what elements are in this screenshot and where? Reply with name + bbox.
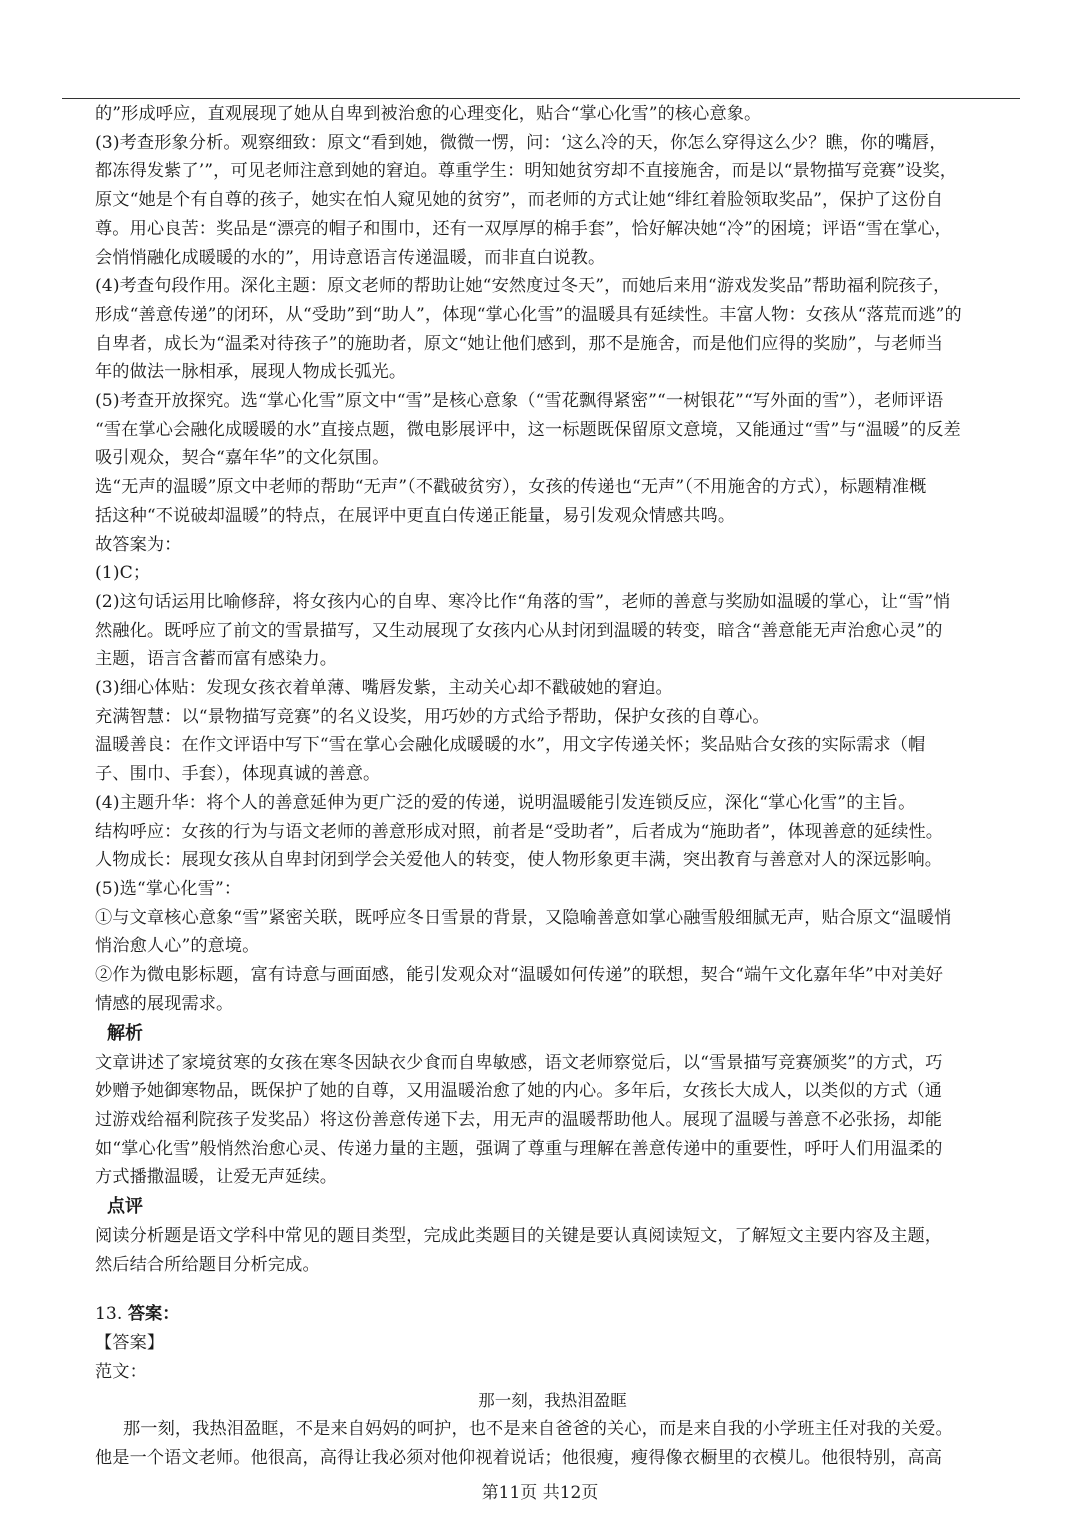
page-content (95, 100, 1030, 1472)
analysis-heading: 解析 (107, 1022, 143, 1044)
question-13-header (95, 1299, 1030, 1329)
text-line: 主题，语言含蓄而富有感染力。 (95, 649, 338, 670)
text-line: 结构呼应：女孩的行为与语文老师的善意形成对照，前者是“受助者”，后者成为“施助者”，体现善意的延续性。 (95, 821, 944, 842)
text-line: (3)细心体贴：发现女孩衣着单薄、嘴唇发紫，主动关心却不戳破她的窘迫。 (95, 678, 673, 699)
text-line: 年的做法一脉相承，展现人物成长弧光。 (95, 362, 407, 383)
text-line: 然后结合所给题目分析完成。 (95, 1254, 320, 1275)
page-footer: 第11页 共12页 (481, 1483, 599, 1503)
answer-explanation (95, 100, 1030, 1019)
text-line: ②作为微电影标题，富有诗意与画面感，能引发观众对“温暖如何传递”的联想，契合“端午文化嘉年华”中对美好 (95, 965, 944, 986)
text-line: 尊。用心良苦：奖品是“漂亮的帽子和围巾，还有一双厚厚的棉手套”，恰好解决她“冷”的困境；评语“雪在掌心， (95, 218, 952, 239)
text-line: 选“无声的温暖”原文中老师的帮助“无声”（不戳破贫穷），女孩的传递也“无声”（不用施舍的方式），标题精准概 (95, 477, 927, 498)
text-line: (2)这句话运用比喻修辞，将女孩内心的自卑、寒冷比作“角落的雪”，老师的善意与奖励如温暖的掌心，让“雪”悄 (95, 591, 951, 612)
text-line: 妙赠予她御寒物品，既保护了她的自尊，又用温暖治愈了她的内心。多年后，女孩长大成人，以类似的方式（通 (95, 1081, 943, 1102)
answer-label: 答案： (127, 1304, 180, 1325)
text-line: ①与文章核心意象“雪”紧密关联，既呼应冬日雪景的背景，又隐喻善意如掌心融雪般细腻无声，贴合原文“温暖悄 (95, 907, 952, 928)
text-line: 故答案为： (95, 534, 182, 555)
text-line: (5)考查开放探究。选“掌心化雪”原文中“雪”是核心意象（“雪花飘得紧密”“一树银花”“写外面的雪”），老师评语 (95, 391, 944, 412)
sample-label: 范文： (95, 1362, 147, 1383)
essay-line: 他是一个语文老师。他很高，高得让我必须对他仰视着说话；他很瘦，瘦得像衣橱里的衣模儿。他很特别，高高 (95, 1447, 943, 1468)
text-line: 吸引观众，契合“嘉年华”的文化氛围。 (95, 448, 390, 469)
text-line: 过游戏给福利院孩子发奖品）将这份善意传递下去，用无声的温暖帮助他人。展现了温暖与善意不必张扬，却能 (95, 1109, 943, 1130)
text-line: (1)C； (95, 563, 151, 584)
text-line: 括这种“不说破却温暖”的特点，在展评中更直白传递正能量，易引发观众情感共鸣。 (95, 505, 736, 526)
text-line: 形成“善意传递”的闭环，从“受助”到“助人”，体现“掌心化雪”的温暖具有延续性。丰富人物：女孩从“落荒而逃”的 (95, 304, 962, 325)
text-line: 子、围巾、手套），体现真诚的善意。 (95, 764, 381, 785)
analysis-section (95, 1019, 1030, 1193)
text-line: (4)考查句段作用。深化主题：原文老师的帮助让她“安然度过冬天”，而她后来用“游戏发奖品”帮助福利院孩子， (95, 276, 951, 297)
essay-title: 那一刻，我热泪盈眶 (478, 1390, 627, 1410)
text-line: 然融化。既呼应了前文的雪景描写，又生动展现了女孩内心从封闭到温暖的转变，暗含“善意能无声治愈心灵”的 (95, 620, 943, 641)
text-line: (5)选“掌心化雪”： (95, 878, 242, 899)
text-line: 都冻得发紫了’”，可见老师注意到她的窘迫。尊重学生：明知她贫穷却不直接施舍，而是以“景物描写竞赛”设奖， (95, 161, 958, 182)
text-line: 充满智慧：以“景物描写竞赛”的名义设奖，用巧妙的方式给予帮助，保护女孩的自尊心。 (95, 706, 770, 727)
text-line: 原文“她是个有自尊的孩子，她实在怕人窥见她的贫穷”，而老师的方式让她“绯红着脸领取奖品”，保护了这份自 (95, 190, 944, 211)
question-number: 13. (95, 1304, 123, 1325)
comment-section (95, 1192, 1030, 1279)
comment-heading: 点评 (107, 1196, 143, 1218)
header-rule (62, 98, 1020, 99)
text-line: 情感的展现需求。 (95, 993, 234, 1014)
text-line: 方式播撒温暖，让爱无声延续。 (95, 1167, 338, 1188)
essay-line: 那一刻，我热泪盈眶，不是来自妈妈的呵护，也不是来自爸爸的关心，而是来自我的小学班主任对我的关爱。 (123, 1418, 953, 1439)
text-line: 悄治愈人心”的意境。 (95, 936, 260, 957)
text-line: 人物成长：展现女孩从自卑封闭到学会关爱他人的转变，使人物形象更丰满，突出教育与善意对人的深远影响。 (95, 850, 943, 871)
text-line: 会悄悄融化成暖暖的水的”，用诗意语言传递温暖，而非直白说教。 (95, 247, 606, 268)
text-line: 的”形成呼应，直观展现了她从自卑到被治愈的心理变化，贴合“掌心化雪”的核心意象。 (95, 104, 762, 124)
text-line: 自卑者，成长为“温柔对待孩子”的施助者，原文“她让他们感到，那不是施舍，而是他们应得的奖励”，与老师当 (95, 333, 944, 354)
text-line: 文章讲述了家境贫寒的女孩在寒冬因缺衣少食而自卑敏感，语文老师察觉后，以“雪景描写竞赛颁奖”的方式，巧 (95, 1052, 943, 1073)
text-line: (3)考查形象分析。观察细致：原文“看到她，微微一愣，问：‘这么冷的天，你怎么穿得这么少？瞧，你的嘴唇， (95, 132, 947, 153)
text-line: 温暖善良：在作文评语中写下“雪在掌心会融化成暖暖的水”，用文字传递关怀；奖品贴合女孩的实际需求（帽 (95, 735, 926, 756)
text-line: 如“掌心化雪”般悄然治愈心灵、传递力量的主题，强调了尊重与理解在善意传递中的重要性，呼吁人们用温柔的 (95, 1138, 943, 1159)
text-line: 阅读分析题是语文学科中常见的题目类型，完成此类题目的关键是要认真阅读短文，了解短文主要内容及主题， (95, 1226, 943, 1247)
text-line: “雪在掌心会融化成暖暖的水”直接点题，微电影展评中，这一标题既保留原文意境，又能通过“雪”与“温暖”的反差 (95, 419, 961, 440)
question-13 (95, 1299, 1030, 1472)
answer-tag: 【答案】 (95, 1333, 165, 1354)
text-line: (4)主题升华：将个人的善意延伸为更广泛的爱的传递，说明温暖能引发连锁反应，深化“掌心化雪”的主旨。 (95, 792, 916, 813)
